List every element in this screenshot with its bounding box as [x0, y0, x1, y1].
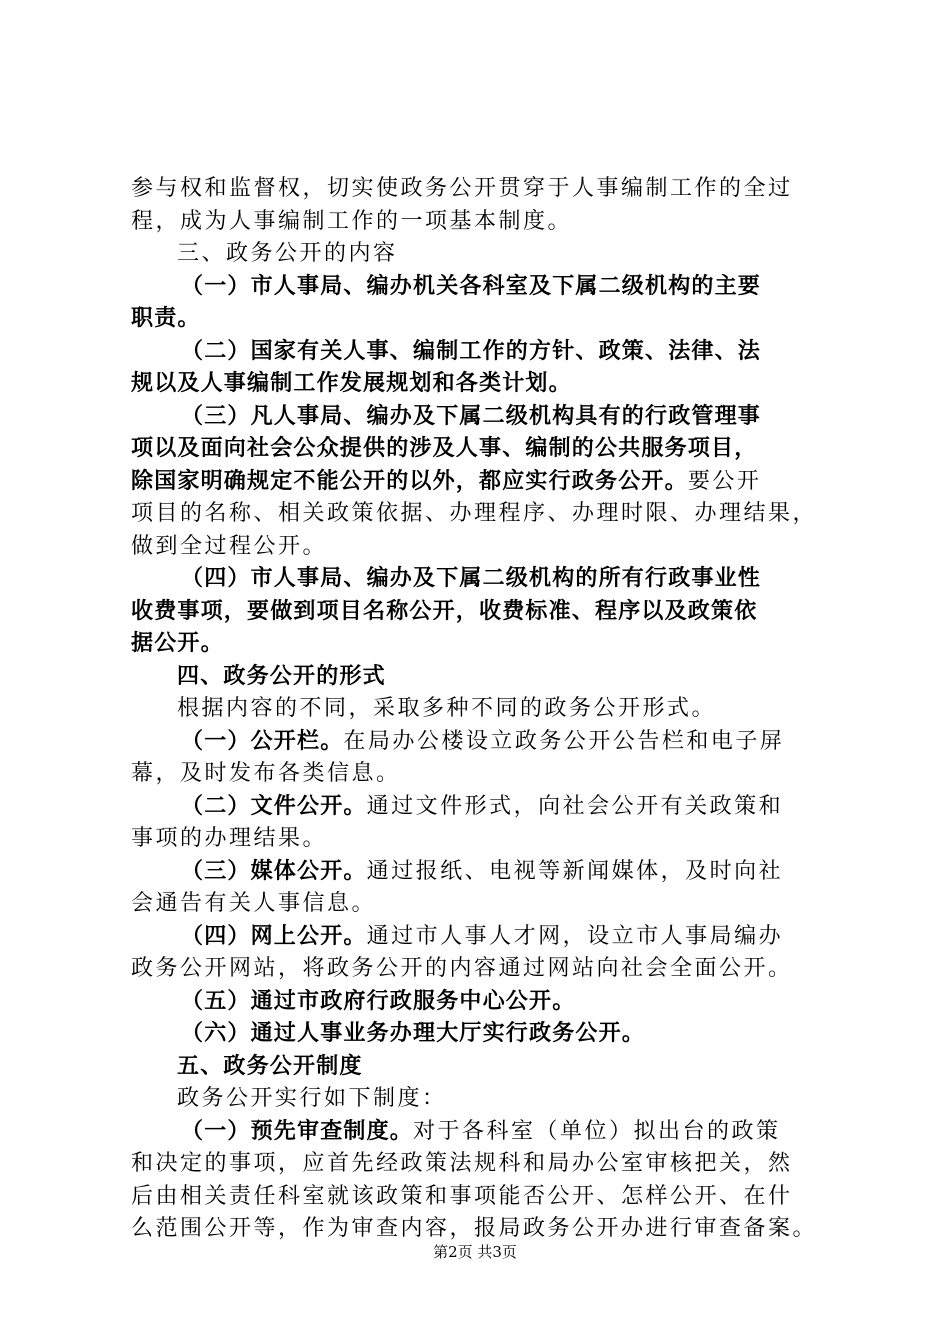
text-line [131, 205, 831, 238]
text-segment: 做到全过程公开。 [131, 533, 328, 559]
text-line [131, 562, 831, 595]
text-line [131, 822, 831, 855]
text-segment: 么范围公开等，作为审查内容，报局政务公开办进行审查备案。 [131, 1216, 818, 1241]
text-line [131, 985, 831, 1018]
text-segment: 对于各科室（单位）拟出台的政策 [413, 1118, 781, 1144]
text-line [131, 595, 831, 628]
document-body [131, 172, 831, 1245]
page-footer [0, 1241, 950, 1262]
text-line [131, 497, 831, 530]
text-line [131, 660, 831, 693]
bold-text-segment: （四）网上公开。 [181, 923, 367, 949]
bold-text-segment: （三）媒体公开。 [181, 858, 367, 884]
text-line [131, 270, 831, 303]
text-line [131, 530, 831, 563]
text-line [131, 335, 831, 368]
text-segment: 根据内容的不同，采取多种不同的政务公开形式。 [177, 696, 717, 721]
text-segment: 后由相关责任科室就该政策和事项能否公开、怎样公开、在什 [131, 1183, 793, 1209]
text-line [131, 172, 831, 205]
text-line [131, 790, 831, 823]
text-line [131, 302, 831, 335]
text-line [131, 757, 831, 790]
text-segment: 会通告有关人事信息。 [131, 891, 377, 916]
text-line [131, 400, 831, 433]
bold-text-segment: （二）国家有关人事、编制工作的方针、政策、法律、法 [181, 338, 762, 364]
bold-text-segment: （二）文件公开。 [181, 793, 367, 819]
bold-text-segment: （六）通过人事业务办理大厅实行政务公开。 [181, 1021, 646, 1046]
text-segment: 政务公开实行如下制度： [177, 1086, 447, 1111]
page-number: 第2页 共3页 [433, 1243, 517, 1261]
bold-text-segment: 项以及面向社会公众提供的涉及人事、编制的公共服务项目， [131, 436, 758, 461]
bold-text-segment: （五）通过市政府行政服务中心公开。 [181, 988, 576, 1014]
text-segment: 通过文件形式，向社会公开有关政策和 [366, 793, 784, 819]
text-line [131, 1082, 831, 1115]
text-line [131, 952, 831, 985]
text-line [131, 855, 831, 888]
text-line [131, 1180, 831, 1213]
text-line [131, 627, 831, 660]
text-segment: 要公开 [687, 468, 762, 494]
bold-text-segment: 职责。 [131, 306, 201, 331]
bold-text-segment: 五、政务公开制度 [177, 1053, 363, 1079]
text-line [131, 367, 831, 400]
bold-text-segment: （一）市人事局、编办机关各科室及下属二级机构的主要 [181, 273, 762, 299]
text-line [131, 692, 831, 725]
bold-text-segment: 除国家明确规定不能公开的以外，都应实行政务公开。 [131, 468, 688, 494]
bold-text-segment: 据公开。 [131, 631, 224, 656]
text-line [131, 887, 831, 920]
text-segment: 事项的办理结果。 [131, 826, 328, 851]
text-segment: 项目的名称、相关政策依据、办理程序、办理时限、办理结果， [131, 501, 818, 526]
bold-text-segment: （一）公开栏。 [181, 728, 344, 754]
text-segment: 幕，及时发布各类信息。 [131, 761, 401, 786]
text-segment: 在局办公楼设立政务公开公告栏和电子屏 [343, 728, 785, 754]
text-segment: 三、政务公开的内容 [177, 241, 398, 266]
text-line [131, 920, 831, 953]
text-line [131, 432, 831, 465]
text-segment: 通过报纸、电视等新闻媒体，及时向社 [366, 858, 784, 884]
text-line [131, 1115, 831, 1148]
text-segment: 和决定的事项，应首先经政策法规科和局办公室审核把关，然 [131, 1151, 793, 1176]
text-line [131, 237, 831, 270]
bold-text-segment: 收费事项，要做到项目名称公开，收费标准、程序以及政策依 [131, 598, 758, 624]
bold-text-segment: （一）预先审查制度。 [181, 1118, 414, 1144]
text-line [131, 725, 831, 758]
bold-text-segment: （三）凡人事局、编办及下属二级机构具有的行政管理事 [181, 403, 762, 429]
text-line [131, 1017, 831, 1050]
text-line [131, 1212, 831, 1245]
text-segment: 参与权和监督权，切实使政务公开贯穿于人事编制工作的全过 [131, 176, 793, 201]
bold-text-segment: （四）市人事局、编办及下属二级机构的所有行政事业性 [181, 566, 762, 591]
text-segment: 通过市人事人才网，设立市人事局编办 [366, 923, 784, 949]
bold-text-segment: 规以及人事编制工作发展规划和各类计划。 [131, 371, 572, 396]
text-segment: 政务公开网站，将政务公开的内容通过网站向社会全面公开。 [131, 956, 793, 981]
text-segment: 程，成为人事编制工作的一项基本制度。 [131, 208, 573, 234]
text-line [131, 1147, 831, 1180]
text-line [131, 1050, 831, 1083]
bold-text-segment: 四、政务公开的形式 [177, 663, 386, 689]
text-line [131, 465, 831, 498]
